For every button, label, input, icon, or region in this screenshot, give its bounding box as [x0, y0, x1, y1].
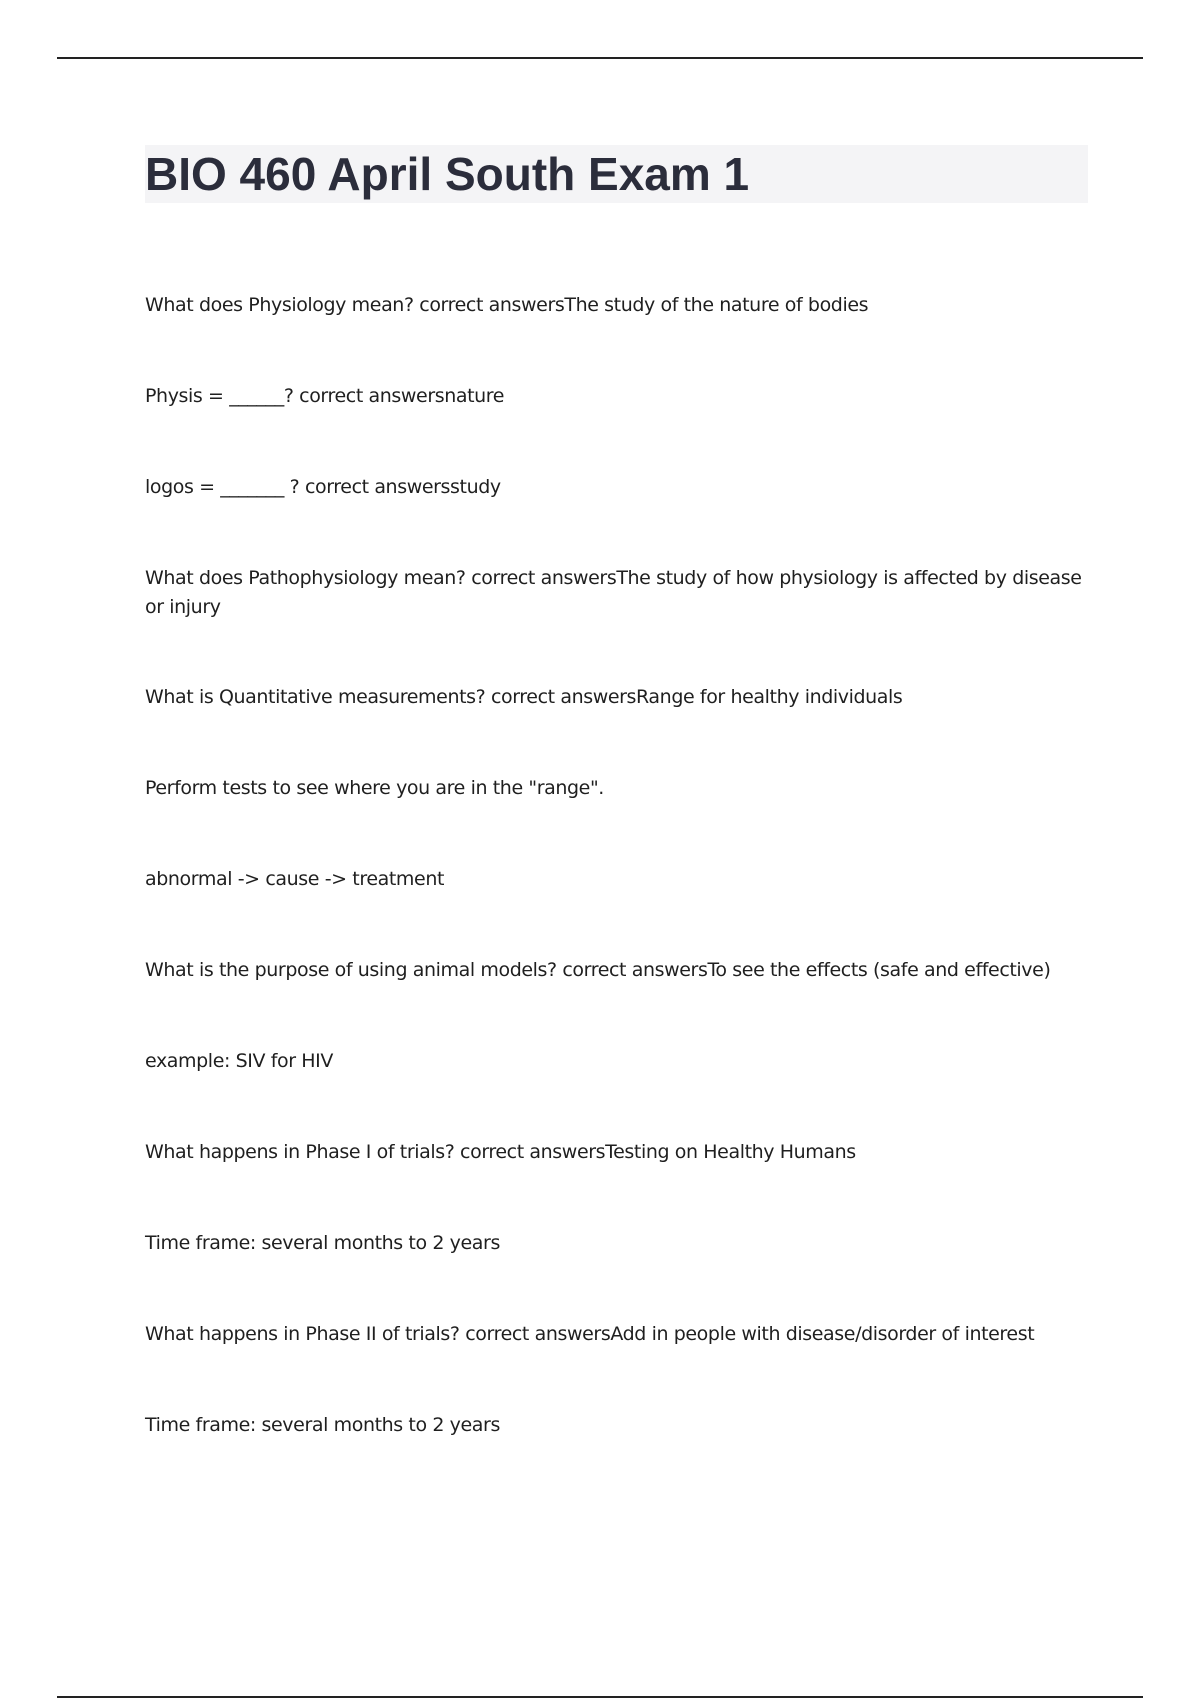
- qa-entry: logos = _______ ? correct answersstudy: [145, 476, 501, 498]
- qa-entry: example: SIV for HIV: [145, 1050, 333, 1072]
- qa-entry: Physis = ______? correct answersnature: [145, 385, 505, 407]
- qa-entry: Perform tests to see where you are in the "range".: [145, 777, 604, 799]
- qa-entry: What does Pathophysiology mean? correct answersThe study of how physiology is affected by disease or injury: [145, 567, 1082, 618]
- bottom-rule: [57, 1696, 1143, 1698]
- top-rule: [57, 57, 1143, 59]
- qa-entry: abnormal -> cause -> treatment: [145, 868, 445, 890]
- qa-entry: What happens in Phase II of trials? correct answersAdd in people with disease/disorder of interest: [145, 1323, 1035, 1345]
- qa-entry: Time frame: several months to 2 years: [145, 1414, 500, 1436]
- qa-entry: What does Physiology mean? correct answersThe study of the nature of bodies: [145, 294, 869, 316]
- qa-entry: Time frame: several months to 2 years: [145, 1232, 500, 1254]
- qa-entry: What is Quantitative measurements? correct answersRange for healthy individuals: [145, 686, 903, 708]
- qa-entry: What is the purpose of using animal models? correct answersTo see the effects (safe and effective): [145, 959, 1051, 981]
- qa-entry: What happens in Phase I of trials? correct answersTesting on Healthy Humans: [145, 1141, 856, 1163]
- page-title: BIO 460 April South Exam 1: [145, 148, 750, 200]
